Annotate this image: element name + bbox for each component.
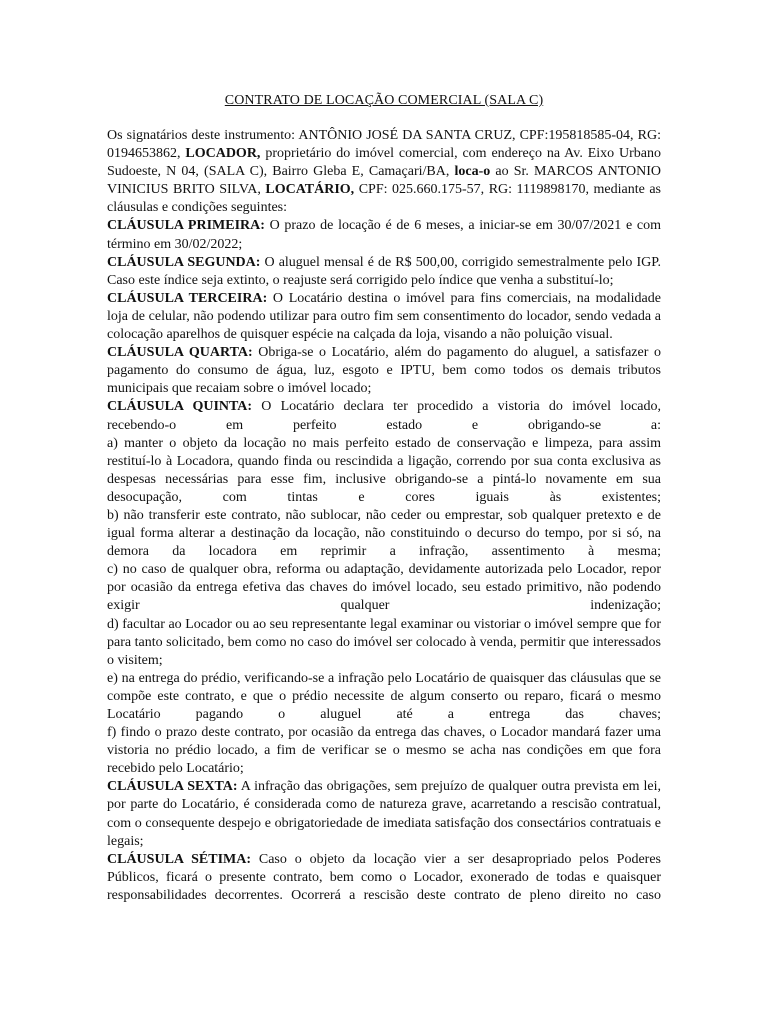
contract-title: CONTRATO DE LOCAÇÃO COMERCIAL (SALA C) bbox=[224, 93, 544, 108]
clause-quinta-head: CLÁUSULA QUINTA: bbox=[107, 399, 253, 415]
locador-label: LOCADOR, bbox=[185, 146, 261, 162]
clause-quinta-item-c: c) no caso de qualquer obra, reforma ou adaptação, devidamente autorizada pelo Locador, repor por ocasião da entrega efetiva das chaves do imóvel locado, seu estado primitivo, não podendo exigir qualquer indenização; bbox=[107, 562, 661, 614]
clause-primeira-head: CLÁUSULA PRIMEIRA: bbox=[107, 218, 265, 234]
clause-sexta bbox=[107, 778, 661, 850]
clause-sexta-head: CLÁUSULA SEXTA: bbox=[107, 779, 238, 795]
clause-sexta-text: A infração das obrigações, sem prejuízo de qualquer outra prevista em lei, por parte do Locatário, é considerada como de natureza grave, acarretando a rescisão contratual, com o consequente despejo e obrigatoriedade de imediata satisfação dos consectários contratuais e legais; bbox=[107, 779, 661, 849]
locatario-label: LOCATÁRIO, bbox=[265, 182, 355, 198]
clause-quarta bbox=[107, 344, 661, 398]
clause-segunda bbox=[107, 254, 661, 290]
intro-paragraph bbox=[107, 127, 661, 217]
clause-quarta-text: Obriga-se o Locatário, além do pagamento do aluguel, a satisfazer o pagamento do consumo de água, luz, esgoto e IPTU, bem como todos os demais tributos municipais que recaiam sobre o imóvel locado; bbox=[107, 345, 661, 397]
clause-terceira bbox=[107, 290, 661, 344]
intro-text-2: proprietário do imóvel comercial, com endereço na Av. Eixo Urbano Sudoeste, N 04, (SALA C), Bairro Gleba E, Camaçari/BA, bbox=[107, 146, 661, 180]
clause-quinta-item-d: d) facultar ao Locador ou ao seu representante legal examinar ou vistoriar o imóvel sempre que for para tanto solicitado, bem como no caso do imóvel ser colocado à venda, permitir que interessados o visitem; bbox=[107, 616, 661, 668]
intro-text-1: Os signatários deste instrumento: ANTÔNIO JOSÉ DA SANTA CRUZ, CPF:195818585-04, RG: 0194653862, bbox=[107, 128, 661, 162]
clause-quinta-item-e: e) na entrega do prédio, verificando-se a infração pelo Locatário de quaisquer das cláusulas que se compõe este contrato, e que o prédio necessite de algum conserto ou reparo, ficará o mesmo Locatário pagando o aluguel até a entrega das chaves; bbox=[107, 670, 661, 722]
clause-primeira-text: O prazo de locação é de 6 meses, a iniciar-se em 30/07/2021 e com término em 30/02/2022; bbox=[107, 218, 661, 252]
clause-quinta bbox=[107, 398, 661, 434]
clause-segunda-text: O aluguel mensal é de R$ 500,00, corrigido semestralmente pelo IGP. Caso este índice seja extinto, o reajuste será corrigido pelo índice que venha a substituí-lo; bbox=[107, 254, 661, 288]
intro-text-3: ao Sr. MARCOS ANTONIO VINICIUS BRITO SILVA, bbox=[107, 164, 662, 198]
clause-setima-text: Caso o objeto da locação vier a ser desapropriado pelos Poderes Públicos, ficará o presente contrato, bem como o Locador, exonerado de todas e quaisquer responsabilidades decorrentes. Ocorrerá a rescisão deste contrato de pleno direito no caso bbox=[107, 851, 662, 903]
clause-quinta-item-f: f) findo o prazo deste contrato, por ocasião da entrega das chaves, o Locador mandará fazer uma vistoria no prédio locado, a fim de verificar se o mesmo se acha nas condições em que fora recebido pelo Locatário; bbox=[107, 725, 661, 777]
clause-segunda-head: CLÁUSULA SEGUNDA: bbox=[107, 254, 261, 270]
clause-terceira-text: O Locatário destina o imóvel para fins comerciais, na modalidade loja de celular, não podendo utilizar para outro fim sem consentimento do locador, sendo vedada a colocação aparelhos de quisquer espécie na calçada da loja, visando a não poluição visual. bbox=[107, 290, 661, 343]
clause-setima-head: CLÁUSULA SÉTIMA: bbox=[107, 851, 252, 867]
clause-quinta-item-a: a) manter o objeto da locação no mais perfeito estado de conservação e limpeza, para assim restituí-lo à Locadora, quando finda ou rescindida a ligação, correndo por sua conta exclusiva as despesas necessárias para esse fim, inclusive obrigando-se a pintá-lo novamente em sua desocupação, com tintas e cores iguais às existentes; bbox=[107, 435, 661, 505]
intro-text-4: CPF: 025.660.175-57, RG: 1119898170, mediante as cláusulas e condições seguintes: bbox=[107, 182, 662, 216]
contract-page-body bbox=[107, 92, 661, 905]
clause-setima bbox=[107, 851, 661, 905]
clause-primeira bbox=[107, 217, 661, 253]
clause-terceira-head: CLÁUSULA TERCEIRA: bbox=[107, 290, 268, 306]
clause-quinta-text: O Locatário declara ter procedido a vistoria do imóvel locado, recebendo-o em perfeito estado e obrigando-se a: bbox=[107, 399, 662, 433]
clause-quinta-item-b: b) não transferir este contrato, não sublocar, não ceder ou emprestar, sob qualquer pretexto e de igual forma alterar a destinação da locação, não constituindo o decurso do tempo, por si só, na demora da locadora em reprimir a infração, assentimento à mesma; bbox=[107, 507, 661, 560]
loca-label: loca-o bbox=[454, 164, 491, 180]
clause-quarta-head: CLÁUSULA QUARTA: bbox=[107, 345, 253, 361]
